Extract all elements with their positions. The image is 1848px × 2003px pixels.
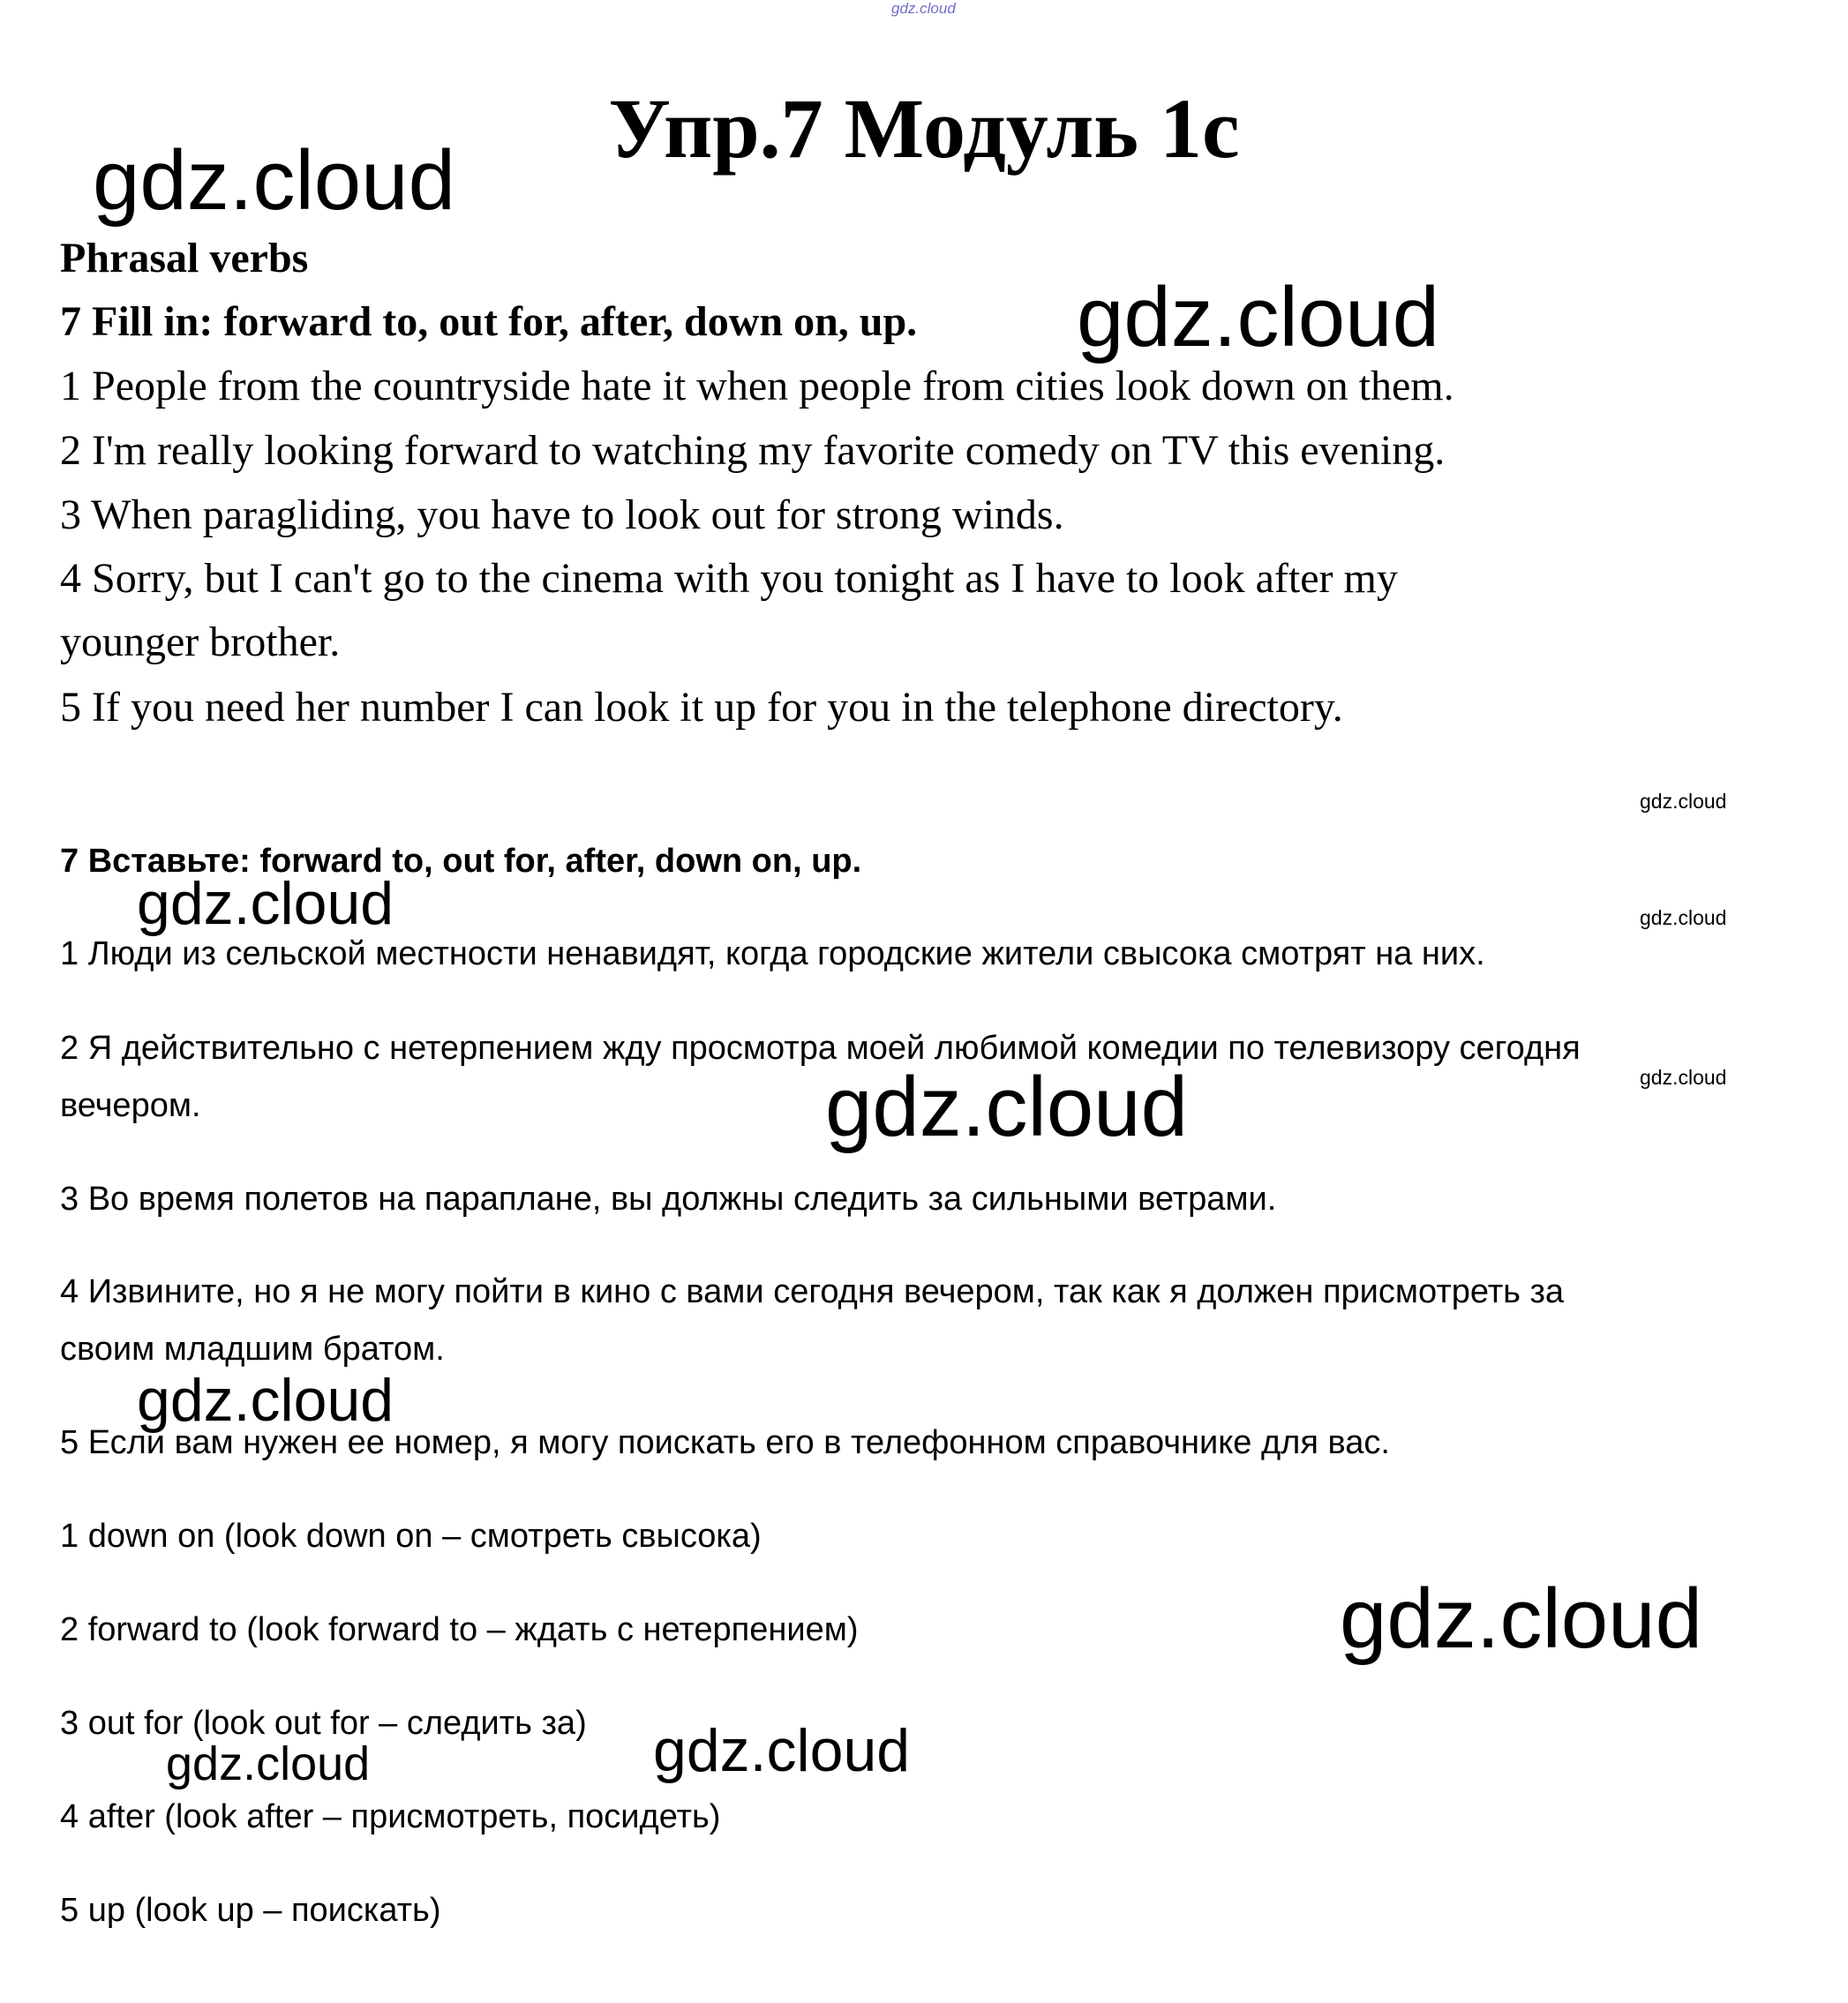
watermark: gdz.cloud	[1640, 1066, 1727, 1089]
section-heading: Phrasal verbs	[60, 235, 309, 281]
watermark-top: gdz.cloud	[891, 0, 956, 17]
watermark: gdz.cloud	[137, 1367, 394, 1434]
russian-sentence-4: 4 Извините, но я не могу пойти в кино с вами сегодня вечером, так как я должен присмотреть за	[60, 1273, 1565, 1310]
english-sentence-1: 1 People from the countryside hate it when people from cities look down on them.	[60, 363, 1454, 409]
english-task: 7 Fill in: forward to, out for, after, down on, up.	[60, 298, 918, 345]
answer-5: 5 up (look up – поискать)	[60, 1892, 441, 1929]
watermark: gdz.cloud	[1077, 270, 1439, 364]
english-sentence-4-cont: younger brother.	[60, 619, 341, 665]
russian-sentence-4-cont: своим младшим братом.	[60, 1331, 445, 1368]
answer-1: 1 down on (look down on – смотреть свысока)	[60, 1518, 762, 1555]
russian-sentence-2: 2 Я действительно с нетерпением жду просмотра моей любимой комедии по телевизору сегодня	[60, 1030, 1581, 1067]
watermark: gdz.cloud	[137, 870, 394, 937]
answer-4: 4 after (look after – присмотреть, посидеть)	[60, 1798, 721, 1835]
russian-task: 7 Вставьте: forward to, out for, after, down on, up.	[60, 843, 862, 880]
english-sentence-3: 3 When paragliding, you have to look out for strong winds.	[60, 491, 1064, 538]
english-sentence-4: 4 Sorry, but I can't go to the cinema with you tonight as I have to look after my	[60, 555, 1398, 602]
watermark: gdz.cloud	[1640, 790, 1727, 813]
english-sentence-5: 5 If you need her number I can look it up for you in the telephone directory.	[60, 684, 1343, 731]
answer-2: 2 forward to (look forward to – ждать с нетерпением)	[60, 1611, 859, 1648]
watermark: gdz.cloud	[825, 1060, 1188, 1154]
watermark: gdz.cloud	[653, 1717, 911, 1784]
answer-3: 3 out for (look out for – следить за)	[60, 1705, 587, 1742]
watermark: gdz.cloud	[1640, 906, 1727, 929]
russian-sentence-1: 1 Люди из сельской местности ненавидят, когда городские жители свысока смотрят на них.	[60, 935, 1485, 972]
russian-sentence-3: 3 Во время полетов на параплане, вы должны следить за сильными ветрами.	[60, 1181, 1277, 1218]
russian-sentence-5: 5 Если вам нужен ее номер, я могу поискать его в телефонном справочнике для вас.	[60, 1424, 1390, 1461]
russian-sentence-2-cont: вечером.	[60, 1087, 201, 1124]
watermark: gdz.cloud	[93, 133, 455, 228]
watermark: gdz.cloud	[1340, 1572, 1702, 1666]
english-sentence-2: 2 I'm really looking forward to watching my favorite comedy on TV this evening.	[60, 427, 1446, 474]
watermark: gdz.cloud	[166, 1737, 371, 1790]
page-title: Упр.7 Модуль 1с	[608, 81, 1240, 176]
